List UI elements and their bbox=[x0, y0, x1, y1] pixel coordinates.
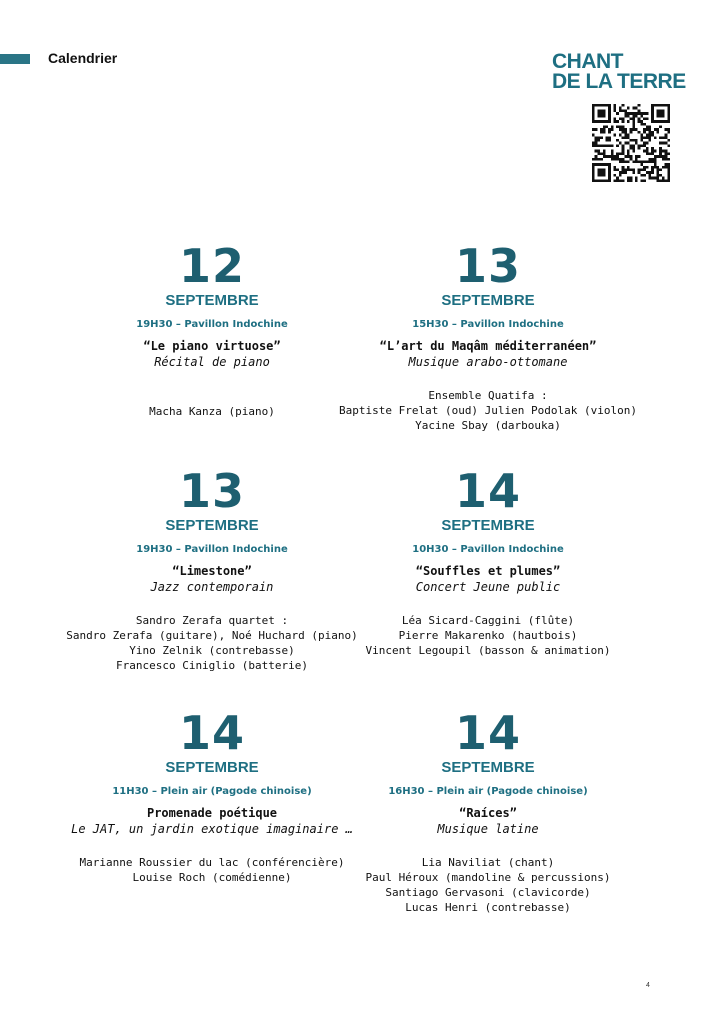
section-title: Calendrier bbox=[48, 50, 118, 66]
event-time-venue: 15H30 – Pavillon Indochine bbox=[412, 319, 564, 330]
performer: Lucas Henri (contrebasse) bbox=[405, 901, 571, 914]
performer: Pierre Makarenko (hautbois) bbox=[398, 629, 578, 642]
qr-code-icon[interactable] bbox=[592, 104, 670, 182]
performer: Lia Naviliat (chant) bbox=[421, 856, 555, 869]
performer: Paul Héroux (mandoline & percussions) bbox=[365, 871, 611, 884]
event-subtitle: Jazz contemporain bbox=[150, 580, 274, 594]
event-day: 12 bbox=[178, 239, 245, 293]
event-card bbox=[323, 240, 653, 433]
page-number: 4 bbox=[646, 982, 650, 989]
event-day: 13 bbox=[454, 239, 521, 293]
event-title: Promenade poétique bbox=[146, 806, 278, 820]
performer: Yino Zelnik (contrebasse) bbox=[129, 644, 295, 657]
event-month: SEPTEMBRE bbox=[441, 292, 535, 309]
event-day: 14 bbox=[178, 706, 245, 760]
performer: Sandro Zerafa quartet : bbox=[135, 614, 289, 627]
event-day: 14 bbox=[454, 706, 521, 760]
event-time-venue: 16H30 – Plein air (Pagode chinoise) bbox=[388, 786, 588, 797]
event-month: SEPTEMBRE bbox=[165, 292, 259, 309]
event-subtitle: Musique arabo-ottomane bbox=[408, 355, 568, 369]
event-time-venue: 19H30 – Pavillon Indochine bbox=[136, 544, 288, 555]
event-subtitle: Récital de piano bbox=[154, 355, 270, 369]
performer: Francesco Ciniglio (batterie) bbox=[115, 659, 309, 672]
event-title: “Le piano virtuose” bbox=[143, 339, 281, 353]
event-subtitle: Concert Jeune public bbox=[415, 580, 561, 594]
event-time-venue: 19H30 – Pavillon Indochine bbox=[136, 319, 288, 330]
event-day: 14 bbox=[454, 464, 521, 518]
performer: Baptiste Frelat (oud) Julien Podolak (violon) bbox=[338, 404, 637, 417]
event-title: “Souffles et plumes” bbox=[415, 564, 561, 578]
event-month: SEPTEMBRE bbox=[441, 759, 535, 776]
event-day: 13 bbox=[178, 464, 245, 518]
event-performers bbox=[323, 613, 653, 658]
event-performers bbox=[323, 388, 653, 433]
event-month: SEPTEMBRE bbox=[165, 517, 259, 534]
event-title: “Raíces” bbox=[459, 806, 517, 820]
section-accent-bar bbox=[0, 54, 30, 64]
event-title: “L’art du Maqâm méditerranéen” bbox=[379, 339, 597, 353]
performer: Marianne Roussier du lac (conférencière) bbox=[79, 856, 345, 869]
event-card bbox=[323, 707, 653, 915]
brand-logo bbox=[552, 52, 686, 92]
performer: Vincent Legoupil (basson & animation) bbox=[365, 644, 611, 657]
performer: Léa Sicard-Caggini (flûte) bbox=[401, 614, 575, 627]
event-title: “Limestone” bbox=[172, 564, 252, 578]
event-card bbox=[323, 465, 653, 658]
event-subtitle: Musique latine bbox=[437, 822, 539, 836]
performer: Yacine Sbay (darbouka) bbox=[415, 419, 561, 432]
performer: Sandro Zerafa (guitare), Noé Huchard (piano) bbox=[66, 629, 358, 642]
brand-line-2: DE LA TERRE bbox=[552, 70, 686, 93]
event-month: SEPTEMBRE bbox=[165, 759, 259, 776]
event-time-venue: 11H30 – Plein air (Pagode chinoise) bbox=[112, 786, 312, 797]
brand-line-1: CHANT bbox=[552, 50, 623, 73]
event-subtitle: Le JAT, un jardin exotique imaginaire … bbox=[71, 822, 353, 836]
performer: Macha Kanza (piano) bbox=[149, 405, 275, 418]
performer: Louise Roch (comédienne) bbox=[132, 871, 292, 884]
event-month: SEPTEMBRE bbox=[441, 517, 535, 534]
performer: Santiago Gervasoni (clavicorde) bbox=[385, 886, 591, 899]
event-time-venue: 10H30 – Pavillon Indochine bbox=[412, 544, 564, 555]
event-performers bbox=[323, 855, 653, 915]
performer: Ensemble Quatifa : bbox=[428, 389, 548, 402]
